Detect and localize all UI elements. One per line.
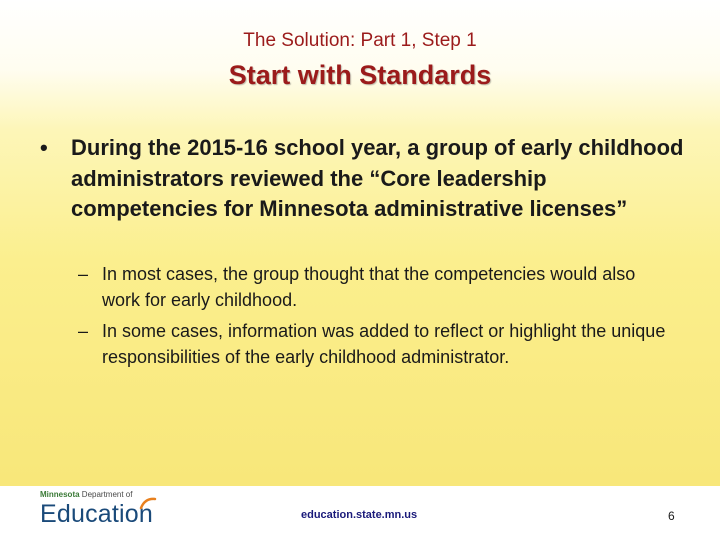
sub-bullet-1 (78, 261, 678, 313)
logo-wordmark: Education (40, 500, 153, 528)
slide-title: Start with Standards (228, 60, 492, 90)
mde-logo (40, 490, 210, 535)
main-bullet (40, 133, 690, 225)
slide-subtitle: The Solution: Part 1, Step 1 (243, 30, 477, 51)
sub-bullet-2 (78, 318, 678, 370)
sub-bullet-text: In most cases, the group thought that the competencies would also work for early childhood. (102, 264, 636, 310)
logo-dept: Department of (79, 490, 133, 499)
dash-mark: – (78, 264, 89, 284)
main-bullet-text: During the 2015-16 school year, a group of early childhood administrators reviewed the “Core leadership competencies for Minnesota administrative licenses” (71, 135, 684, 221)
logo-state: Minnesota (40, 490, 80, 499)
sub-bullet-text: In some cases, information was added to reflect or highlight the unique responsibilities of the early childhood administrator. (102, 321, 666, 367)
page-number: 6 (668, 509, 675, 523)
bullet-mark: • (40, 135, 48, 160)
logo-swoosh-icon (139, 496, 157, 510)
logo-dept-line (40, 490, 132, 499)
footer-url[interactable]: education.state.mn.us (301, 509, 418, 521)
dash-mark: – (78, 321, 89, 341)
